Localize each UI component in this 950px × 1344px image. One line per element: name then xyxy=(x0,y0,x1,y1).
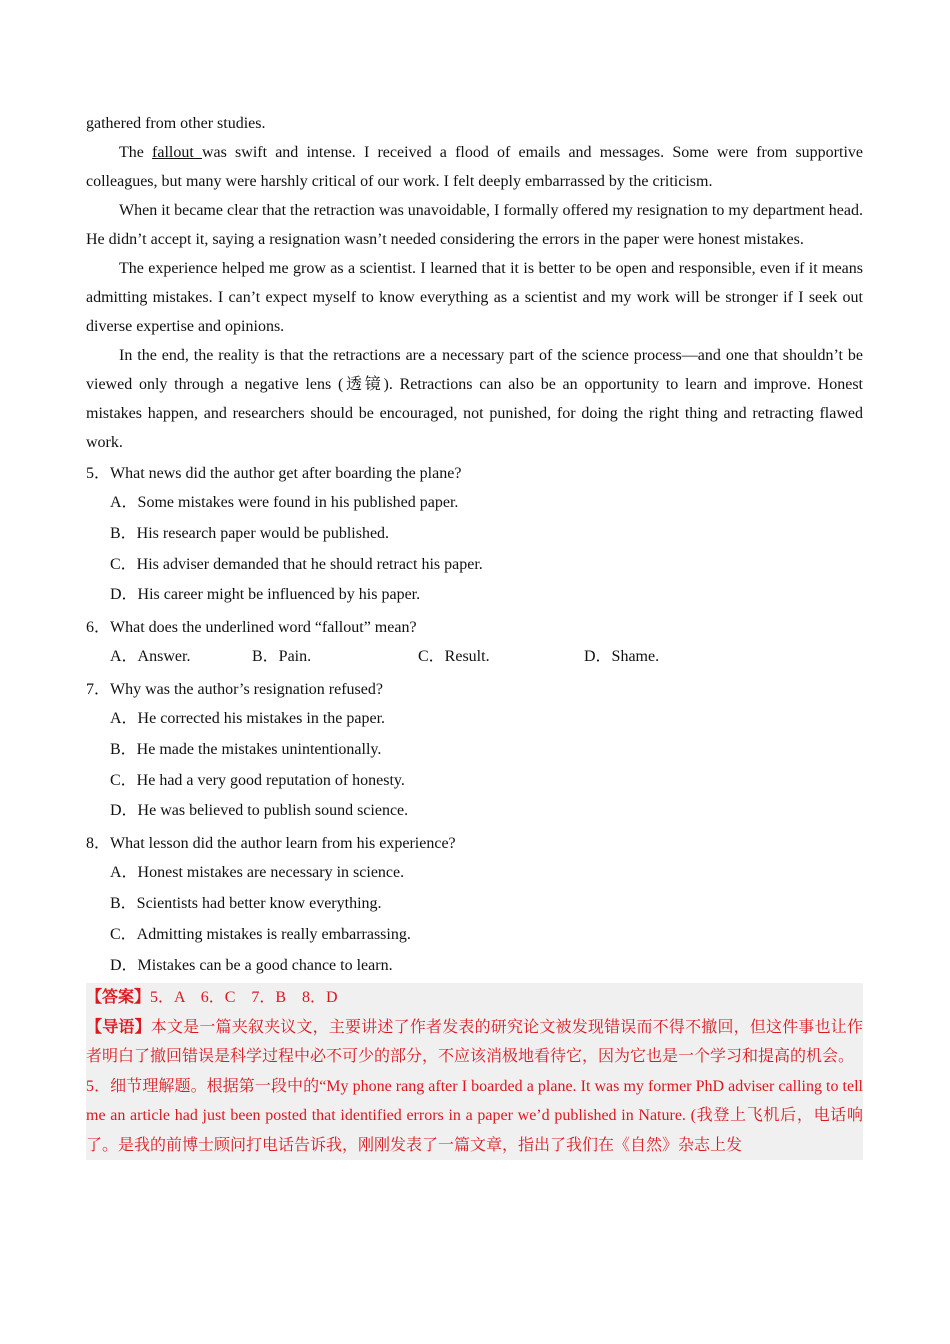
option: C．Admitting mistakes is really embarrassing. xyxy=(110,925,411,943)
option: A．Honest mistakes are necessary in science. xyxy=(110,864,405,882)
option: D．Mistakes can be a good chance to learn. xyxy=(110,956,393,974)
answer-text: 5．A 6．C 7．B 8．D xyxy=(150,989,338,1007)
question-stem: 6．What does the underlined word “fallout” mean? xyxy=(86,619,417,637)
option: C．His adviser demanded that he should retract his paper. xyxy=(110,555,483,573)
answer-label: 【答案】 xyxy=(86,989,151,1007)
passage-paragraph: gathered from other studies. xyxy=(86,115,266,132)
option: B．His research paper would be published. xyxy=(110,524,390,542)
question-stem: 8．What lesson did the author learn from his experience? xyxy=(86,835,456,853)
option: C．Result. xyxy=(418,648,490,666)
option: C．He had a very good reputation of honesty. xyxy=(110,771,405,789)
option: B．Scientists had better know everything. xyxy=(110,894,382,912)
option: B．Pain. xyxy=(252,648,312,666)
content xyxy=(86,109,863,1160)
explanation-line: 5．细节理解题。根据第一段中的“My phone rang after I boarded a plane. It was my former PhD adviser calling to tell me an article had just been posted that identified errors in a paper we’d published in Nature. (我登上飞机后，电话响了。是我的前博士顾问打电话告诉我，刚刚发表了一篇文章，指出了我们在《自然》杂志上发 xyxy=(86,1077,863,1154)
guide-line xyxy=(86,1013,863,1072)
question xyxy=(86,675,863,827)
question xyxy=(86,459,863,611)
answer-line xyxy=(86,983,863,1013)
option: B．He made the mistakes unintentionally. xyxy=(110,740,382,758)
passage-paragraph: When it became clear that the retraction was unavoidable, I formally offered my resignation to my department head. He didn’t accept it, saying a resignation wasn’t needed considering the errors in the paper were honest mistakes. xyxy=(86,202,863,248)
passage-paragraph xyxy=(86,138,863,196)
option: A．Some mistakes were found in his published paper. xyxy=(110,494,459,511)
passage-paragraph: The experience helped me grow as a scientist. I learned that it is better to be open and responsible, even if it means admitting mistakes. I can’t expect myself to know everything as a scientist and my work will be stronger if I seek out diverse expertise and opinions. xyxy=(86,260,863,335)
question xyxy=(86,829,863,981)
option: D．Shame. xyxy=(584,648,660,666)
option: D．He was believed to publish sound science. xyxy=(110,802,409,820)
text-run: The xyxy=(119,144,153,161)
option: D．His career might be influenced by his paper. xyxy=(110,586,421,604)
question-stem: 7．Why was the author’s resignation refused? xyxy=(86,680,383,698)
guide-label: 【导语】 xyxy=(86,1018,151,1036)
guide-text: 本文是一篇夹叙夹议文，主要讲述了作者发表的研究论文被发现错误而不得不撤回，但这件事也让作者明白了撤回错误是科学过程中必不可少的部分，不应该消极地看待它，因为它也是一个学习和提高的机会。 xyxy=(86,1018,863,1066)
passage-paragraph: In the end, the reality is that the retractions are a necessary part of the science process—and one that shouldn’t be viewed only through a negative lens (透镜). Retractions can also be an opportunity to learn and improve. Honest mistakes happen, and researchers should be encouraged, not punished, for doing the right thing and retracting flawed work. xyxy=(86,347,863,451)
answer-section xyxy=(86,983,863,1160)
option: A．He corrected his mistakes in the paper. xyxy=(110,709,386,727)
question xyxy=(86,613,863,673)
text-run: was swift and intense. I received a flood of emails and messages. Some were from supportive colleagues, but many were harshly critical of our work. I felt deeply embarrassed by the criticism. xyxy=(86,144,863,190)
underlined-word: fallout xyxy=(152,144,202,161)
option: A．Answer. xyxy=(110,648,191,666)
options-row xyxy=(86,642,863,673)
question-stem: 5．What news did the author get after boarding the plane? xyxy=(86,465,462,482)
